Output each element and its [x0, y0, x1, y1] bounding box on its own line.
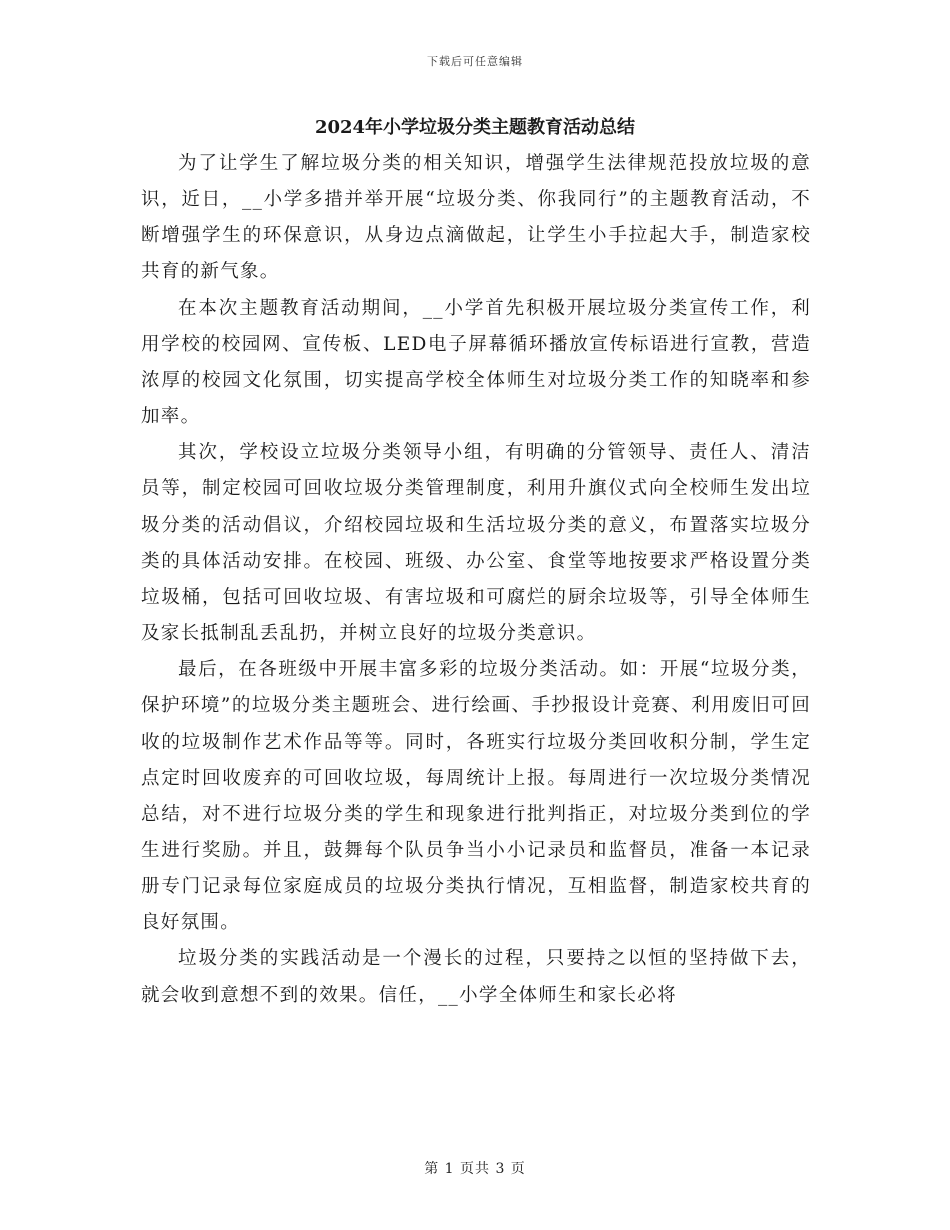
paragraph-conclusion: 垃圾分类的实践活动是一个漫长的过程，只要持之以恒的坚持做下去，就会收到意想不到的效果。信任，__小学全体师生和家长必将: [141, 948, 811, 1006]
paragraph-class-activities: 最后，在各班级中开展丰富多彩的垃圾分类活动。如：开展“垃圾分类，保护环境”的垃圾分类主题班会、进行绘画、手抄报设计竞赛、利用废旧可回收的垃圾制作艺术作品等等。同时，各班实行垃圾分类回收积分制，学生定点定时回收废弃的可回收垃圾，每周统计上报。每周进行一次垃圾分类情况总结，对不进行垃圾分类的学生和现象进行批判指正，对垃圾分类到位的学生进行奖励。并且，鼓舞每个队员争当小小记录员和监督员，准备一本记录册专门记录每位家庭成员的垃圾分类执行情况，互相监督，制造家校共育的良好氛围。: [141, 659, 811, 934]
page-number: 第 1 页共 3 页: [424, 1161, 526, 1177]
paragraph-publicity: 在本次主题教育活动期间，__小学首先积极开展垃圾分类宣传工作，利用学校的校园网、宣传板、LED电子屏幕循环播放宣传标语进行宣教，营造浓厚的校园文化氛围，切实提高学校全体师生对垃圾分类工作的知晓率和参加率。: [141, 297, 811, 428]
page-header-note: 下载后可任意编辑: [427, 55, 523, 68]
paragraph-intro: 为了让学生了解垃圾分类的相关知识，增强学生法律规范投放垃圾的意识，近日，__小学多措并举开展“垃圾分类、你我同行”的主题教育活动，不断增强学生的环保意识，从身边点滴做起，让学生小手拉起大手，制造家校共育的新气象。: [141, 153, 811, 283]
paragraph-organization: 其次，学校设立垃圾分类领导小组，有明确的分管领导、责任人、清洁员等，制定校园可回收垃圾分类管理制度，利用升旗仪式向全校师生发出垃圾分类的活动倡议，介绍校园垃圾和生活垃圾分类的意义，布置落实垃圾分类的具体活动安排。在校园、班级、办公室、食堂等地按要求严格设置分类垃圾桶，包括可回收垃圾、有害垃圾和可腐烂的厨余垃圾等，引导全体师生及家长抵制乱丢乱扔，并树立良好的垃圾分类意识。: [141, 442, 811, 645]
document-body: [141, 146, 811, 1014]
document-title: 2024年小学垃圾分类主题教育活动总结: [314, 117, 636, 138]
